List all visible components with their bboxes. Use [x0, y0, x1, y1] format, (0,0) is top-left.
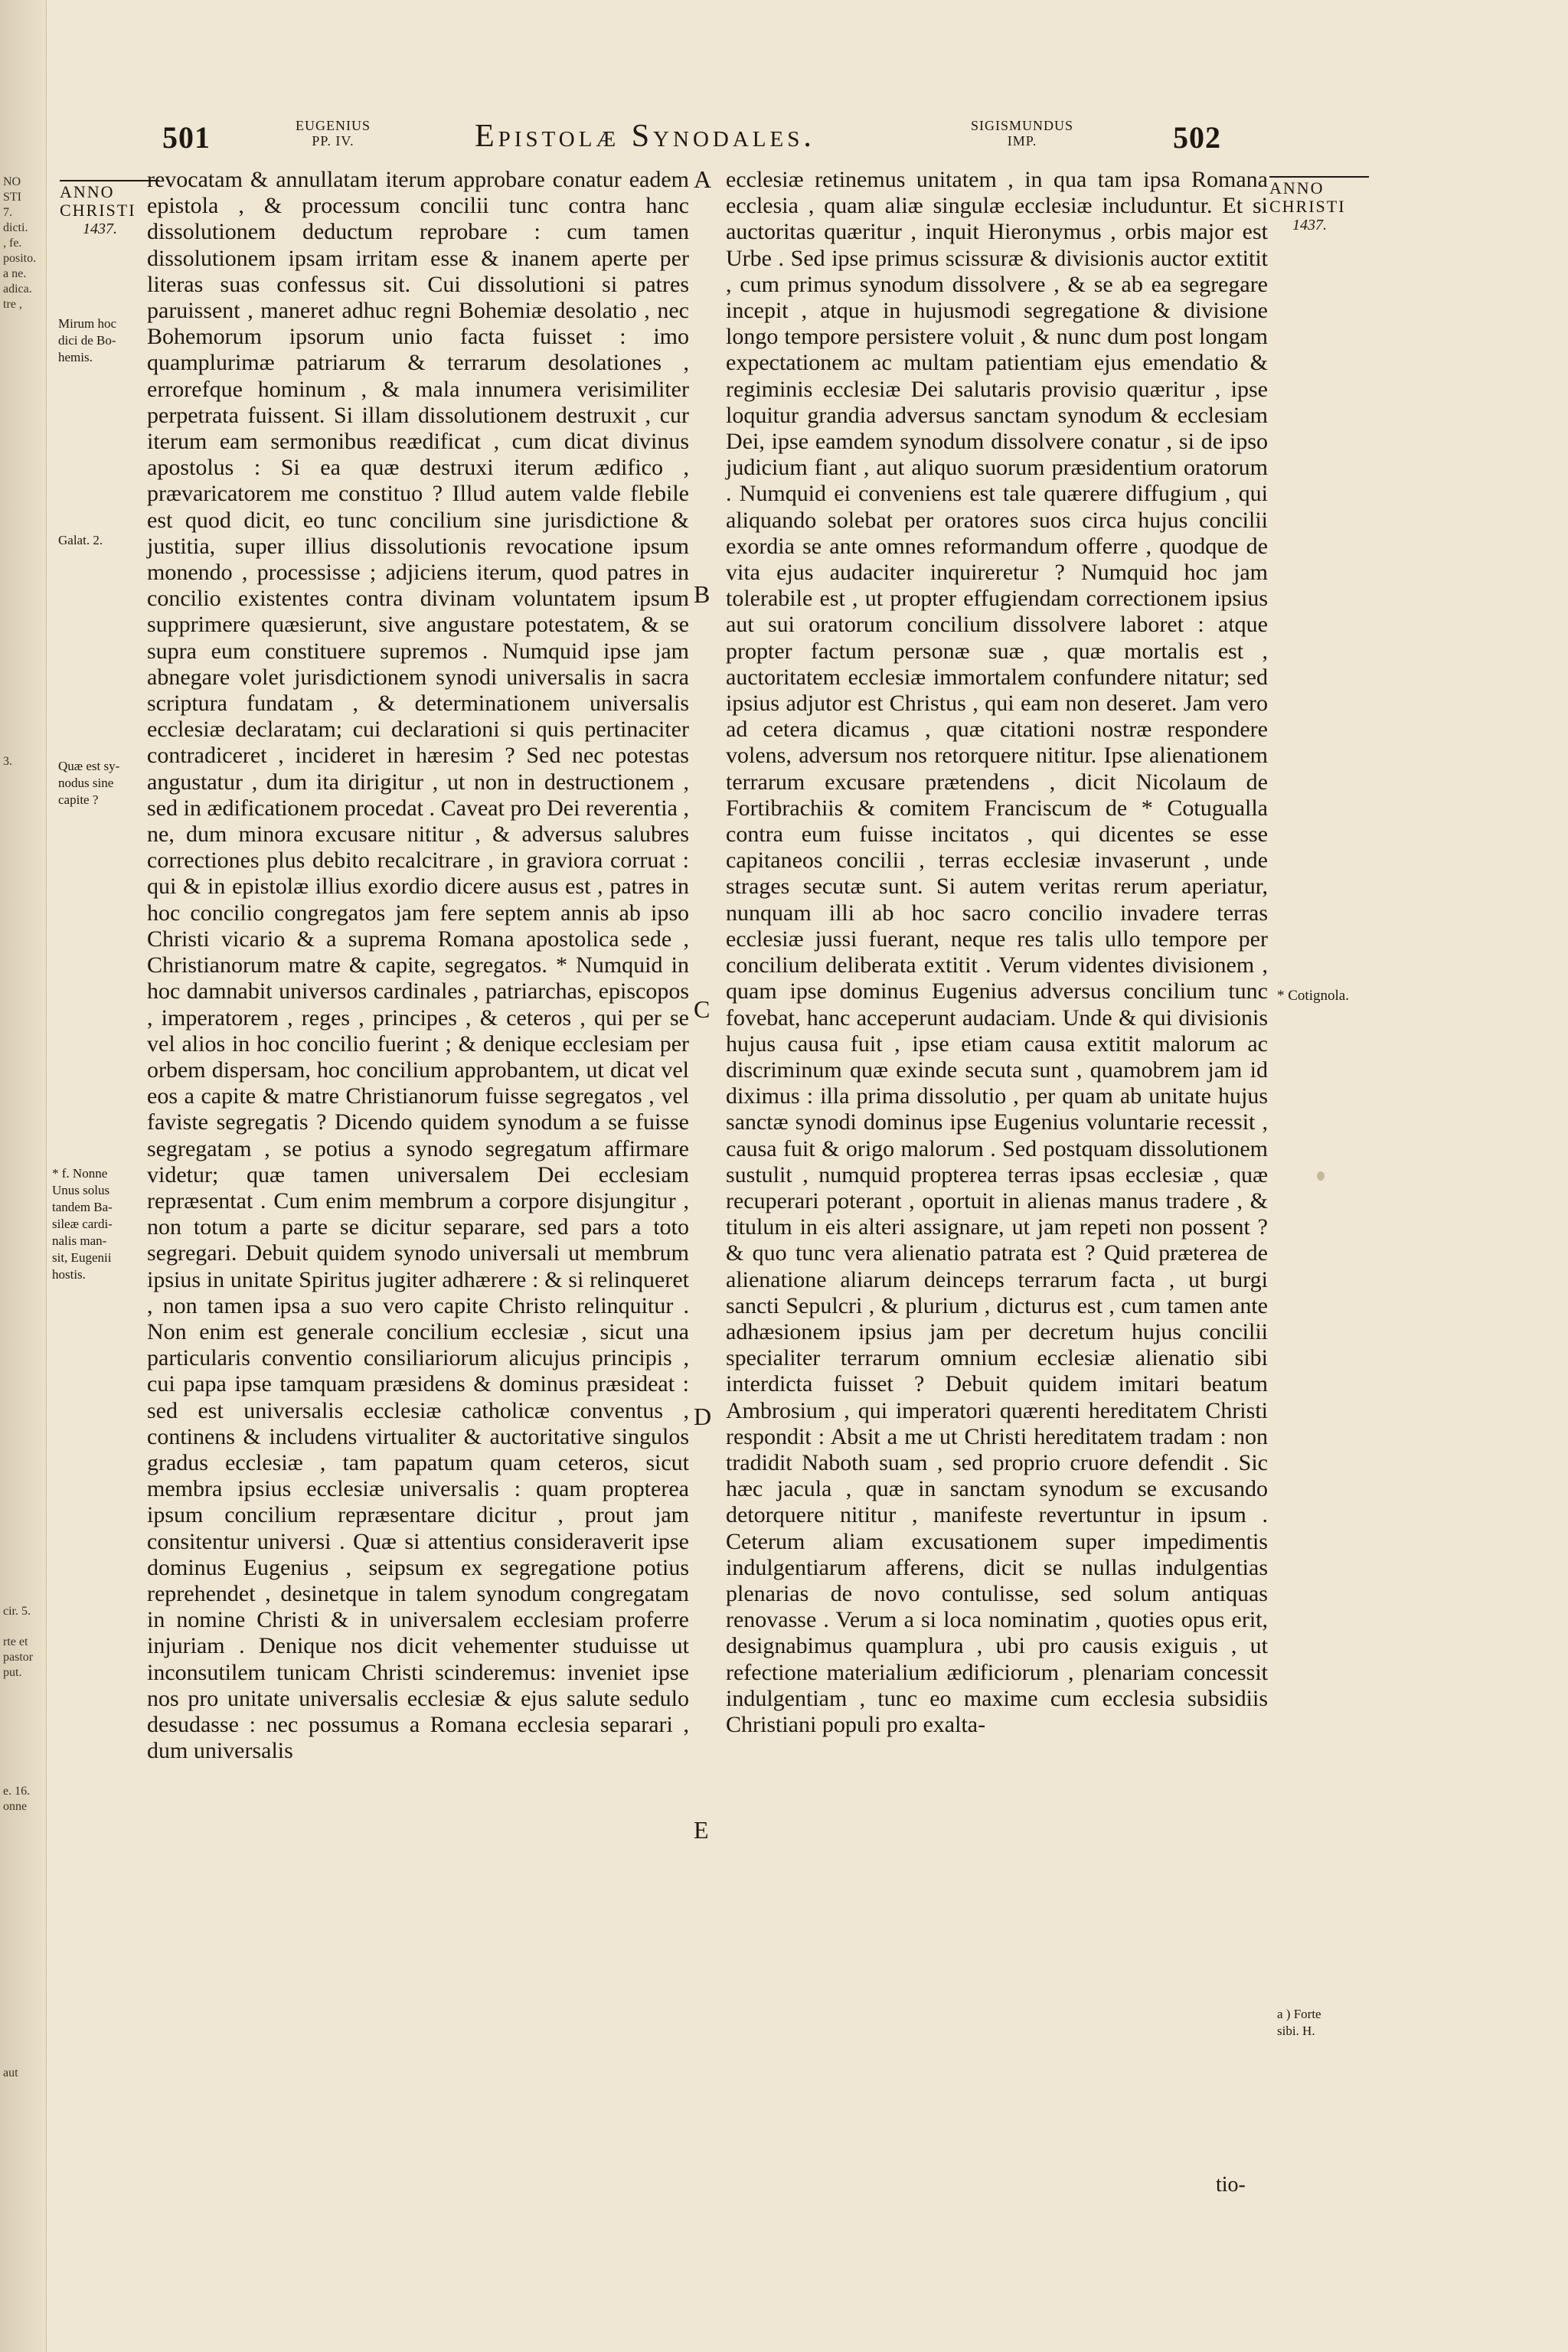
- catchword: tio-: [1216, 2173, 1246, 2197]
- edge-fragment: dicti.: [3, 221, 28, 234]
- edge-fragment: e. 16.: [3, 1785, 31, 1798]
- margin-note: Quæ est sy- nodus sine capite ?: [58, 759, 120, 807]
- edge-fragment: tre ,: [3, 298, 22, 311]
- edge-fragment: rte et: [3, 1635, 28, 1648]
- margin-note: * f. Nonne Unus solus tandem Ba- sileæ cardi- nalis man- sit, Eugenii hostis.: [52, 1166, 113, 1282]
- edge-fragments-lower: [0, 1604, 33, 1681]
- left-year-note: [60, 180, 159, 238]
- edge-fragments-end: [0, 2066, 18, 2081]
- edge-fragment: , fe.: [3, 237, 22, 250]
- margin-note: Galat. 2.: [58, 533, 103, 547]
- edge-fragment: posito.: [3, 252, 37, 265]
- left-headnote: [295, 118, 371, 149]
- edge-fragment: 7.: [3, 206, 12, 219]
- margin-note: * Cotignola.: [1277, 988, 1349, 1004]
- edge-fragment: NO: [3, 175, 21, 188]
- section-letter: D: [694, 1403, 712, 1430]
- anno-line2: CHRISTI: [60, 201, 136, 220]
- section-letter: E: [694, 1816, 709, 1844]
- anno-line1: ANNO: [1269, 178, 1325, 198]
- anno-line1: ANNO: [60, 182, 115, 201]
- left-page-number: 501: [162, 120, 211, 155]
- page-title: Epistolæ Synodales.: [475, 119, 815, 154]
- edge-fragment: cir. 5.: [3, 1605, 31, 1618]
- right-year-note: [1269, 176, 1369, 234]
- section-letter: C: [694, 995, 710, 1023]
- edge-fragment: a ne.: [3, 267, 27, 280]
- paper-spot: [1317, 1171, 1325, 1181]
- running-head: [0, 115, 1568, 168]
- section-letter: B: [694, 580, 710, 608]
- anno-line2: CHRISTI: [1269, 197, 1346, 216]
- edge-fragment: onne: [3, 1800, 28, 1813]
- right-text-column: [726, 167, 1268, 1738]
- left-headnote-line2: PP. IV.: [312, 133, 354, 149]
- anno-year: 1437.: [1292, 217, 1327, 234]
- edge-fragments-bottom: [0, 1784, 30, 1815]
- edge-fragment: pastor: [3, 1651, 34, 1664]
- margin-note: a ) Forte sibi. H.: [1277, 2007, 1321, 2038]
- body-text: ecclesiæ retinemus unitatem , in qua tam ipsa Romana ecclesia , quam aliæ singulæ ecclesiæ includuntur. Et si auctoritas quæritur , inquit Hieronymus , orbis major est Urbe . Sed ipse primus scissuræ & divisionis auctor extitit , cum primus synodum dissolvere , & se ab ea segregare incepit , atque in hujusmodi segregatione & divisione longo tempore persistere voluit , & nunc dum post longam expectationem ac multam patientiam ejus emendatio & regiminis ecclesiæ Dei salutaris provisio quæritur , ipse loquitur grandia adversus sanctam synodum & ecclesiam Dei, ipse eamdem synodum dissolvere conatur , si de ipso judicium fiant , aut aliquo suorum præsidentium oratorum . Numquid ei conveniens est tale quærere diffugium , qui aliquando solebat per oratores suos circa hujus concilii exordia se ante omnes reformandum offerre , quodque de vita ejus audaciter inquireretur ? Numquid hoc jam tolerabile est , ut propter effugiendam correctionem ipsius aut sui oratorum concilium dissolvere laboret : atque propter factum personæ suæ , quæ mortalis est , auctoritatem ecclesiæ immortalem confundere nitatur; sed ipsius adjutor est Christus , qui eam non deseret. Jam vero ad cetera dicamus , quæ citationi nostræ respondere volens, adversum nos retorquere nititur. Ipse alienationem terrarum excusare prætendens , dicit Nicolaum de Fortibrachiis & comitem Franciscum de * Cotugualla contra eum fuisse incitatos , qui dicentes se esse capitaneos concilii , terras ecclesiæ invaserunt , unde strages secutæ sunt. Si autem veritas rerum aperiatur, nunquam illi ab hoc sacro concilio invadere terras ecclesiæ jussi fuerant, neque res talis ullo tempore per concilium deliberata extitit . Verum videntes divisionem , quam ipse dominus Eugenius adversus concilium tunc fovebat, hanc acceperunt audaciam. Unde & qui divisionis hujus causa fuit , ipse etiam causa extitit malorum ac discriminum quæ exinde secuta sunt , quamobrem jam id diximus : illa prima dissolutio , per quam ab unitate hujus sanctæ synodi dominus ipse Eugenius voluntarie recessit , causa fuit & origo malorum . Sed postquam dissolutionem sustulit , numquid propterea terras ipsas ecclesiæ , quæ recuperari poterant , oportuit in alienas manus tradere , & titulum in eis alteri assignare, ut jam repeti non possent ? & quo tunc vera alienatio patrata est ? Quid præterea de alienatione aliarum deinceps terrarum facta , ut burgi sancti Sepulcri , & plurium , dicturus est , cum tamen ante adhæsionem ipsius jam per decretum hujus concilii specialiter terrarum omnium ecclesiæ alienatio sibi interdicta fuisset ? Debuit quidem imitari beatum Ambrosium , qui imperatori quærenti hereditatem Christi respondit : Absit a me ut Christi hereditatem tradam : non tradidit Naboth suam , sed proprio cruore defendit . Sic hæc jacula , quæ in sanctam synodum se excusando detorquere nititur , manifeste revertuntur in ipsum . Ceterum aliam excusationem super impedimentis indulgentiarum afferens, dicit se nullas indulgentias plenarias de novo contulisse, sed solum antiquas renovasse . Verum a si loca nominatim , quoties opus erit, designabimus quamplura , ubi pro causis exiguis , ut refectione materialium ædificiorum , plenariam concessit indulgentiam , tunc eo maxime cum ecclesia subsidiis Christiani populi pro exalta-: [726, 167, 1268, 1737]
- anno-year: 1437.: [83, 220, 117, 237]
- left-text-column: [147, 167, 689, 1764]
- edge-fragment: aut: [3, 2066, 18, 2079]
- edge-fragments-top: [0, 175, 36, 312]
- right-page-number: 502: [1173, 120, 1221, 155]
- edge-fragment: adica.: [3, 283, 32, 296]
- margin-note: Mirum hoc dici de Bo- hemis.: [58, 316, 117, 364]
- right-headnote-line2: IMP.: [1007, 133, 1037, 149]
- facing-page-edge: [0, 0, 47, 2352]
- edge-fragments-mid: [0, 754, 12, 769]
- edge-fragment: put.: [3, 1666, 22, 1679]
- body-text: revocatam & annullatam iterum approbare conatur eadem epistola , & processum concilii tunc contra hanc dissolutionem deductum reprobare : cum tamen dissolutionem ipsam irritam esse & inanem aperte per literas suas confessus sit. Cui dissolutioni si patres paruissent , maneret adhuc regni Bohemiæ desolatio , nec Bohemorum ipsorum unio facta fuisset : imo quamplurimæ patriarum & terrarum desolationes , errorefque hominum , & mala innumera verisimiliter perpetrata fuissent. Si illam dissolutionem destruxit , cur iterum eam sermonibus reædificat , cum dicat divinus apostolus : Si ea quæ destruxi iterum ædifico , prævaricatorem me constituo ? Illud autem valde flebile est quod dicit, eo tunc concilium sine jurisdictione & justitia, super illius dissolutionis revocatione ipsum monendo , processisse ; adjiciens iterum, quod patres in concilio existentes contra divinam voluntatem ipsum supprimere quæsierunt, sive angustare potestatem, & se supra eum constituere supremos . Numquid ipse jam abnegare volet jurisdictionem synodi universalis in sacra scriptura fundatam , & determinationem universalis ecclesiæ declaratam; cui declarationi si quis pertinaciter contradiceret , incideret in hæresim ? Sed nec potestas angustatur , dum ita dirigitur , ut non in destructionem , sed in ædificationem procedat . Caveat pro Dei reverentia , ne, dum minora excusare nititur , & adversus salubres correctiones plus debito recalcitrare , in graviora corruat : qui & in epistolæ illius exordio dicere ausus est , patres in hoc concilio congregatos jam fere septem annis ab ipso Christi vicario & a suprema Romana apostolica sede , Christianorum matre & capite, segregatos. * Numquid in hoc damnabit universos cardinales , patriarchas, episcopos , imperatorem , reges , principes , & ceteros , qui per se vel alios in hoc concilio fuerint ; & denique ecclesiam per orbem dispersam, hoc concilium approbantem, ut dicat vel eos a capite & matre Christianorum fuisse segregatos , vel faviste segregatis ? Dicendo quidem synodum a se fuisse segregatam , se potius a synodo segregatum affirmare videtur; quæ tamen universalem Dei ecclesiam repræsentat . Cum enim membrum a corpore disjungitur , non totum a parte se dicitur separare, sed pars a toto segregari. Debuit quidem synodo universali ut membrum ipsius in unitate Spiritus jugiter adhærere : & si relinqueret , non tamen ipsa a suo vero capite Christo relinquitur . Non enim est generale concilium ecclesiæ , sicut una particularis conventio consiliariorum alicujus principis , cui papa ipse tamquam præsidens & dominus præsideat : sed est universalis ecclesiæ catholicæ conventus , continens & includens virtualiter & auctoritative singulos gradus ecclesiæ , tam papatum quam ceteros, sicut membra ipsius ecclesiæ universalis : quam propterea ipsum concilium repræsentare dicitur , prout jam consitentur universi . Quæ si attentius consideraverit ipse dominus Eugenius , seipsum ex segregatione potius reprehendet , desinetque in talem synodum congregatam in nomine Christi & in universalem ecclesiam proferre injuriam . Denique nos dicit vehementer studuisse ut inconsutilem tunicam Christi scinderemus: inveniet ipse nos pro unitate universalis ecclesiæ & ejus salute sedulo desudasse : nec possumus a Romana ecclesia separari , dum universalis: [147, 167, 689, 1764]
- edge-fragment: STI: [3, 191, 21, 204]
- right-headnote: [961, 118, 1083, 149]
- right-headnote-line1: SIGISMUNDUS: [970, 118, 1074, 133]
- left-headnote-line1: EUGENIUS: [296, 118, 371, 133]
- edge-fragment: 3.: [3, 755, 12, 768]
- section-letter: A: [694, 165, 712, 193]
